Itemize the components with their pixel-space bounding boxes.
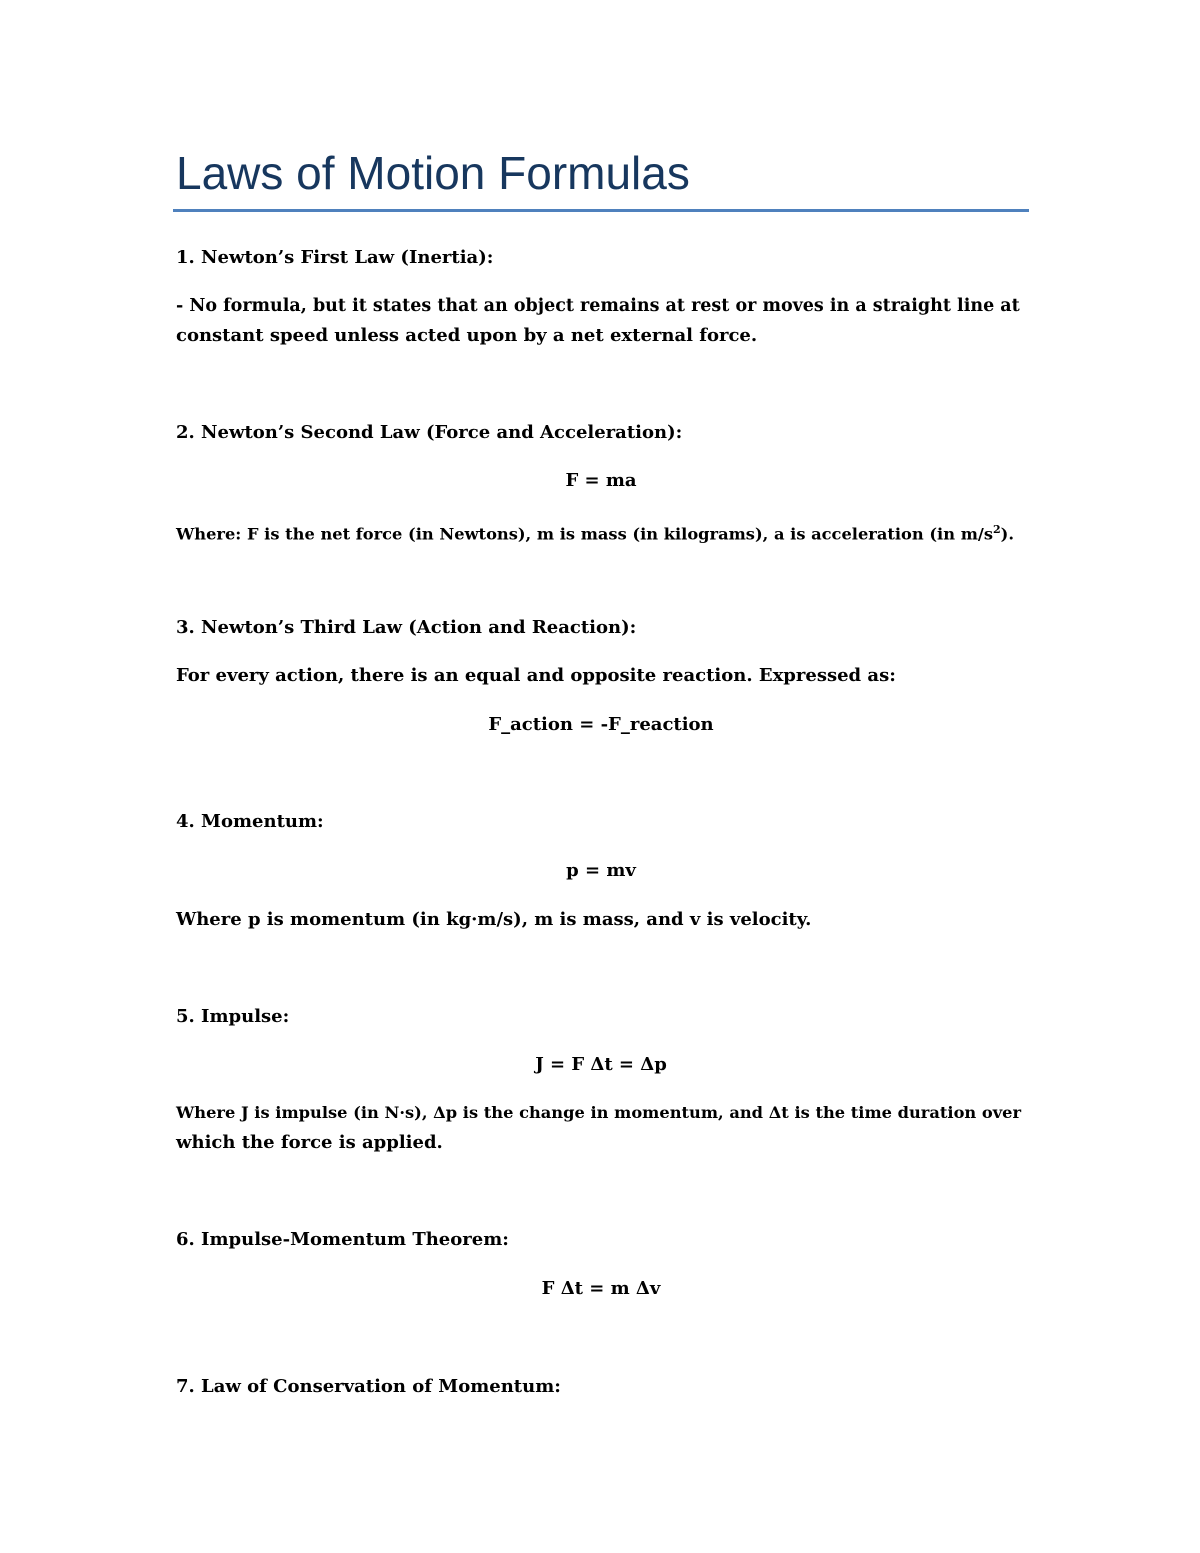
- section-5-text-line-2: which the force is applied.: [176, 1132, 443, 1153]
- section-2-heading: 2. Newton’s Second Law (Force and Acceleration):: [176, 422, 683, 443]
- section-5-heading: 5. Impulse:: [176, 1006, 290, 1027]
- section-4-description: Where p is momentum (in kg·m/s), m is mass, and v is velocity.: [176, 909, 812, 930]
- section-2-superscript: 2: [992, 523, 1001, 536]
- section-4-formula: p = mv: [566, 860, 636, 881]
- section-6-heading: 6. Impulse-Momentum Theorem:: [176, 1229, 509, 1250]
- section-4-heading: 4. Momentum:: [176, 811, 324, 832]
- section-5-text-line-1: Where J is impulse (in N·s), Δp is the change in momentum, and Δt is the time duration over: [176, 1103, 1022, 1122]
- section-7-heading: 7. Law of Conservation of Momentum:: [176, 1376, 561, 1397]
- section-2-formula: F = ma: [565, 470, 637, 491]
- section-2-description-end: ).: [1000, 524, 1014, 544]
- section-3-formula: F_action = -F_reaction: [488, 714, 714, 735]
- section-3-description: For every action, there is an equal and opposite reaction. Expressed as:: [176, 665, 896, 686]
- section-1-heading: 1. Newton’s First Law (Inertia):: [176, 247, 494, 268]
- section-1-text-line-1: - No formula, but it states that an object remains at rest or moves in a straight line at: [176, 296, 1020, 316]
- section-6-formula: F Δt = m Δv: [541, 1278, 661, 1299]
- section-2-description-text: Where: F is the net force (in Newtons), m is mass (in kilograms), a is acceleration (in m/s: [176, 524, 993, 544]
- title-underline: [173, 209, 1029, 212]
- section-3-heading: 3. Newton’s Third Law (Action and Reaction):: [176, 617, 637, 638]
- section-2-description: [176, 515, 1014, 549]
- section-1-text-line-2: constant speed unless acted upon by a net external force.: [176, 325, 758, 346]
- section-5-formula: J = F Δt = Δp: [535, 1054, 667, 1075]
- page-title: Laws of Motion Formulas: [176, 147, 690, 199]
